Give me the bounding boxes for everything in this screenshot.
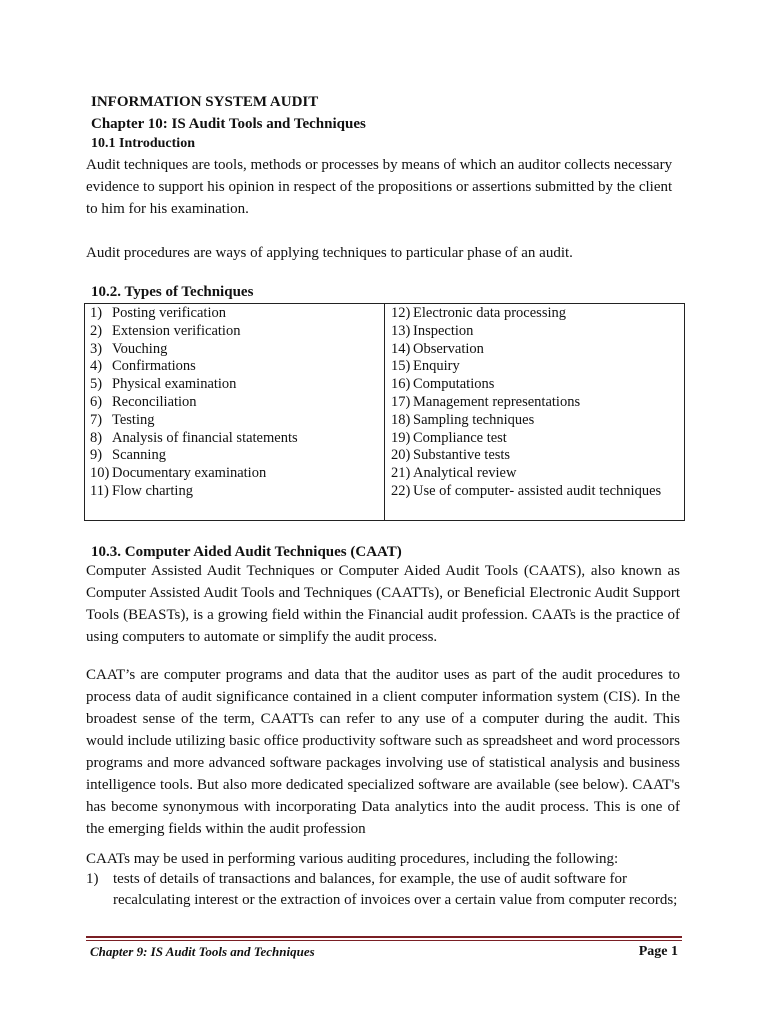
technique-number: 4) bbox=[90, 358, 103, 375]
technique-label: Compliance test bbox=[413, 429, 507, 446]
footer-chapter-title: Chapter 9: IS Audit Tools and Techniques bbox=[90, 944, 315, 959]
techniques-left-column bbox=[90, 305, 380, 501]
technique-label: Sampling techniques bbox=[413, 411, 535, 428]
technique-label: Electronic data processing bbox=[413, 305, 566, 321]
technique-number: 5) bbox=[90, 376, 103, 393]
techniques-table bbox=[84, 303, 685, 521]
technique-item bbox=[391, 447, 681, 465]
technique-number: 17) bbox=[391, 393, 411, 410]
technique-number: 16) bbox=[391, 376, 411, 393]
chapter-heading: Chapter 10: IS Audit Tools and Techniques bbox=[91, 116, 366, 132]
technique-label: Computations bbox=[413, 376, 495, 393]
technique-label: Testing bbox=[112, 411, 155, 428]
technique-label: Confirmations bbox=[112, 358, 196, 375]
technique-label: Substantive tests bbox=[413, 447, 511, 464]
section-heading-types: 10.2. Types of Techniques bbox=[91, 284, 254, 300]
technique-item bbox=[391, 412, 681, 430]
technique-number: 18) bbox=[391, 411, 411, 428]
technique-item bbox=[391, 323, 681, 341]
technique-item bbox=[90, 323, 380, 341]
caat-paragraph-2: CAAT’s are computer programs and data that the auditor uses as part of the audit procedures to process data of audit significance contained in a client computer information system (CIS). In the broadest sense of the term, CAATTs can refer to any use of a computer during the audit. This would include utilizing basic office productivity software such as spreadsheet and word processors programs and more advanced software packages involving use of statistical analysis and business intelligence tools. But also more dedicated specialized software are available (see below). CAAT's has become synonymous with incorporating Data analytics into the audit process. This is one of the emerging fields within the audit profession bbox=[86, 667, 680, 837]
section-heading-introduction: 10.1 Introduction bbox=[91, 136, 195, 151]
technique-item bbox=[391, 341, 681, 359]
list-item-number: 1) bbox=[86, 871, 99, 887]
technique-item bbox=[391, 358, 681, 376]
technique-label: Observation bbox=[413, 340, 484, 357]
technique-item bbox=[391, 465, 681, 483]
technique-item bbox=[391, 483, 681, 501]
technique-item bbox=[90, 430, 380, 448]
footer-rule-thin bbox=[86, 940, 682, 941]
technique-number: 11) bbox=[90, 482, 109, 499]
footer-rule-thick bbox=[86, 936, 682, 938]
technique-number: 14) bbox=[391, 340, 411, 357]
technique-label: Documentary examination bbox=[112, 465, 267, 482]
technique-item bbox=[90, 305, 380, 323]
technique-item bbox=[90, 412, 380, 430]
technique-item bbox=[90, 394, 380, 412]
technique-label: Vouching bbox=[112, 340, 168, 357]
technique-item bbox=[391, 430, 681, 448]
technique-number: 21) bbox=[391, 465, 411, 482]
technique-number: 12) bbox=[391, 305, 411, 321]
technique-label: Enquiry bbox=[413, 358, 460, 375]
techniques-right-column bbox=[391, 305, 681, 501]
technique-number: 19) bbox=[391, 429, 411, 446]
technique-label: Physical examination bbox=[112, 376, 237, 393]
technique-label: Reconciliation bbox=[112, 393, 197, 410]
document-title: INFORMATION SYSTEM AUDIT bbox=[91, 94, 319, 110]
caat-procedures-list bbox=[86, 869, 680, 911]
technique-label: Use of computer- assisted audit techniques bbox=[413, 482, 662, 499]
footer-page-number: Page 1 bbox=[638, 944, 678, 959]
technique-number: 9) bbox=[90, 447, 103, 464]
technique-number: 3) bbox=[90, 340, 103, 357]
technique-item bbox=[90, 483, 380, 501]
intro-paragraph-2: Audit procedures are ways of applying techniques to particular phase of an audit. bbox=[86, 245, 573, 261]
technique-label: Management representations bbox=[413, 393, 581, 410]
caat-paragraph-3: CAATs may be used in performing various auditing procedures, including the following: bbox=[86, 851, 619, 867]
technique-number: 13) bbox=[391, 322, 411, 339]
technique-item bbox=[90, 376, 380, 394]
technique-label: Posting verification bbox=[112, 305, 226, 321]
technique-label: Scanning bbox=[112, 447, 166, 464]
technique-number: 10) bbox=[90, 465, 110, 482]
list-item-text: tests of details of transactions and balances, for example, the use of audit software for recalculating interest or the extraction of invoices over a certain value from computer records; bbox=[113, 871, 678, 908]
caat-paragraph-1: Computer Assisted Audit Techniques or Computer Aided Audit Tools (CAATS), also known as Computer Assisted Audit Tools and Techniques (CAATTs), or Beneficial Electronic Audit Support Tools (BEASTs), is a growing field within the Financial audit profession. CAATs is the practice of using computers to automate or simplify the audit process. bbox=[86, 563, 680, 645]
technique-item bbox=[391, 394, 681, 412]
technique-label: Extension verification bbox=[112, 322, 241, 339]
technique-number: 22) bbox=[391, 482, 411, 499]
technique-number: 2) bbox=[90, 322, 103, 339]
intro-paragraph-1: Audit techniques are tools, methods or processes by means of which an auditor collects necessary evidence to support his opinion in respect of the propositions or assertions submitted by the client to him for his examination. bbox=[86, 157, 673, 217]
technique-number: 15) bbox=[391, 358, 411, 375]
technique-item bbox=[391, 376, 681, 394]
technique-item bbox=[90, 465, 380, 483]
technique-number: 1) bbox=[90, 305, 103, 321]
table-column-divider bbox=[384, 304, 385, 520]
list-item bbox=[86, 869, 680, 911]
technique-number: 8) bbox=[90, 429, 103, 446]
technique-number: 7) bbox=[90, 411, 103, 428]
technique-number: 20) bbox=[391, 447, 411, 464]
technique-number: 6) bbox=[90, 393, 103, 410]
technique-item bbox=[391, 305, 681, 323]
technique-item bbox=[90, 341, 380, 359]
technique-label: Analytical review bbox=[413, 465, 517, 482]
technique-item bbox=[90, 447, 380, 465]
technique-label: Inspection bbox=[413, 322, 474, 339]
technique-item bbox=[90, 358, 380, 376]
section-heading-caat: 10.3. Computer Aided Audit Techniques (CAAT) bbox=[91, 544, 402, 560]
technique-label: Flow charting bbox=[112, 482, 193, 499]
technique-label: Analysis of financial statements bbox=[112, 429, 298, 446]
